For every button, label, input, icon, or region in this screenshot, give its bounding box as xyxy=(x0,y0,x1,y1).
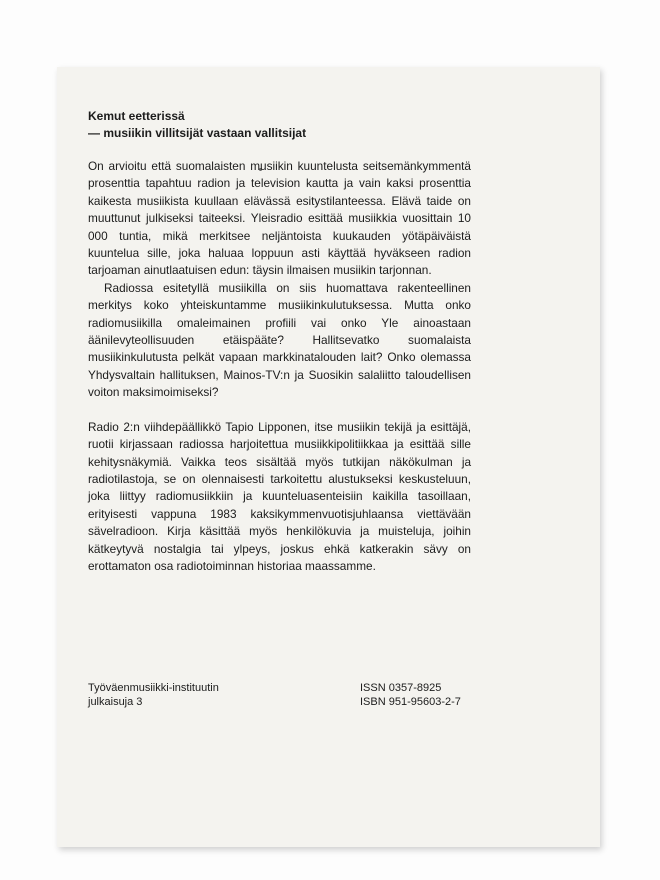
paragraph-2: Radiossa esitetyllä musiikilla on siis huomattava rakenteellinen merkitys koko yhteiskuntamme musiikinkulutuksessa. Mutta onko radiomusiikilla omaleimainen profiili vai onko Yle ainoastaan äänilevyteollisuuden etäispääte? Hallitsevatko suomalaista musiikinkulutusta pelkät vapaan markkinatalouden lait? Onko olemassa Yhdysvaltain hallituksen, Mainos-TV:n ja Suosikin salaliitto taloudellisen voiton maksimoimiseksi? xyxy=(88,280,471,400)
paragraph-1: On arvioitu että suomalaisten musiikin kuuntelusta seitsemänkymmentä prosenttia tapahtuu radion ja television kautta ja vain kaksi prosenttia kaikesta musiikista kuullaan elävässä esitystilanteessa. Elävä taide on muuttunut julkiseksi taiteeksi. Yleisradio esittää musiikkia vuosittain 10 000 tuntia, mikä merkitsee neljäntoista kuukauden yötäpäiväistä kuuntelua sille, joka haluaa loppuun asti käyttää hyväkseen radion tarjoaman ainutlaatuisen edun: täysin ilmaisen musiikin tarjonnan. xyxy=(88,159,471,278)
cover-text xyxy=(88,108,471,575)
issn: ISSN 0357-8925 xyxy=(360,682,442,694)
identifiers xyxy=(360,682,461,709)
heading xyxy=(88,108,471,142)
paragraph-3: Radio 2:n viihdepäällikkö Tapio Lipponen, itse musiikin tekijä ja esittäjä, ruotii kirjassaan radiossa harjoitettua musiikkipolitiikkaa ja esittää sille kehitysnäkymiä. Vaikka teos sisältää myös tutkijan näkökulman ja radiotilastoja, se on olennaisesti tarkoitettu alustukseksi keskusteluun, joka liittyy radiomusiikkiin ja kuunteluasenteisiin kaikilla tasoillaan, erityisesti vappuna 1983 kaksikymmenvuotisjuhlaansa viettävään sävelradioon. Kirja käsittää myös henkilökuvia ja muisteluja, joihin kätkeytyvä nostalgia tai ylpeys, joskus ehkä katkerakin sävy on erottamaton osa radiotoiminnan historiaa maassamme. xyxy=(88,419,471,573)
isbn: ISBN 951-95603-2-7 xyxy=(360,695,461,708)
series-line-1: Työväenmusiikki-instituutin xyxy=(88,682,219,694)
series-line-2: julkaisuja 3 xyxy=(88,695,143,708)
paragraph-gap xyxy=(88,402,471,419)
heading-line-1: Kemut eetterissä xyxy=(88,109,185,123)
series-info xyxy=(88,682,219,709)
heading-line-2: — musiikin villitsijät vastaan vallitsijat xyxy=(88,126,307,140)
